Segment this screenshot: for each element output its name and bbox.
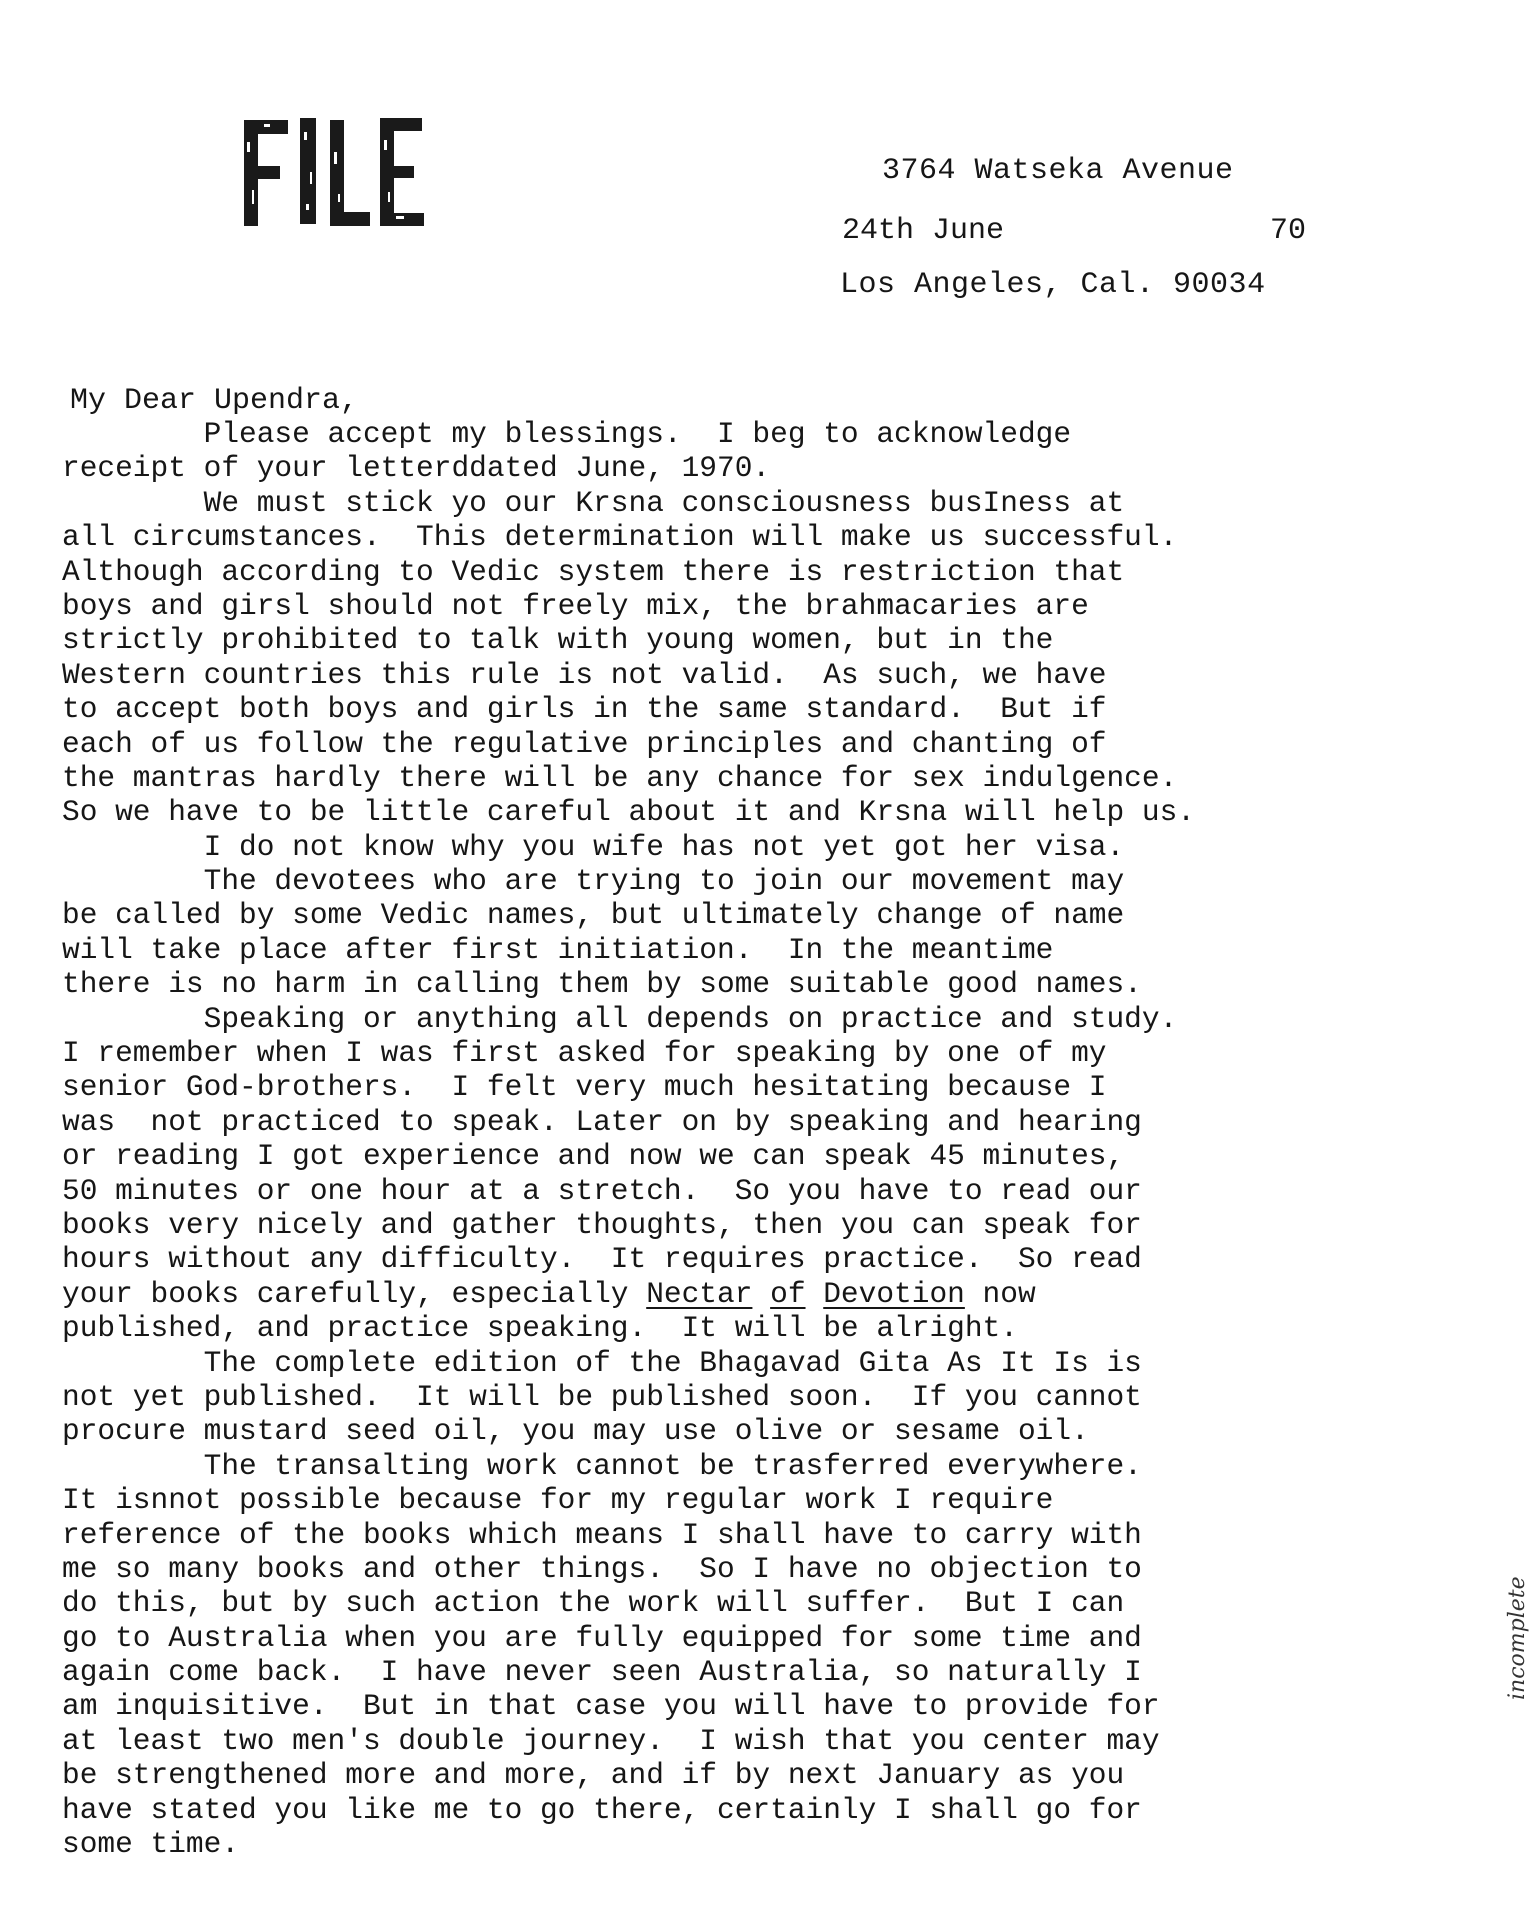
body-line: have stated you like me to go there, certainly I shall go for [62,1792,1142,1827]
body-line: published, and practice speaking. It will be alright. [62,1311,1018,1346]
address-street: 3764 Watseka Avenue [882,154,1234,188]
body-line: go to Australia when you are fully equipped for some time and [62,1620,1142,1655]
body-line: Western countries this rule is not valid. As such, we have [62,657,1107,692]
nectar-line-before: your books carefully, especially [62,1276,647,1311]
body-line: boys and girsl should not freely mix, the brahmacaries are [62,588,1089,623]
body-line: The transalting work cannot be trasferred everywhere. [62,1448,1142,1483]
body-line: am inquisitive. But in that case you will have to provide for [62,1689,1160,1724]
nectar-line-after: now [964,1276,1036,1311]
date-year: 70 [1270,214,1307,248]
margin-handwritten-note: incomplete [1505,1576,1530,1700]
body-line: will take place after first initiation. In the meantime [62,932,1054,967]
body-line: It isnnot possible because for my regular work I require [62,1483,1054,1518]
body-line: or reading I got experience and now we can speak 45 minutes, [62,1139,1125,1174]
body-line: do this, but by such action the work will suffer. But I can [62,1586,1125,1621]
body-line: some time. [62,1827,240,1862]
book-title-word: of [770,1276,806,1311]
body-line: senior God-brothers. I felt very much hesitating because I [62,1070,1107,1105]
body-line: 50 minutes or one hour at a stretch. So you have to read our [62,1173,1142,1208]
body-line: Speaking or anything all depends on practice and study. [62,1001,1178,1036]
body-line: not yet published. It will be published soon. If you cannot [62,1379,1142,1414]
body-line: books very nicely and gather thoughts, then you can speak for [62,1207,1142,1242]
body-line: to accept both boys and girls in the same standard. But if [62,692,1107,727]
body-line: reference of the books which means I shall have to carry with [62,1517,1142,1552]
book-title-word: Devotion [823,1276,965,1311]
date-day-month: 24th June [842,214,1005,248]
body-line: So we have to be little careful about it and Krsna will help us. [62,795,1195,830]
body-line: all circumstances. This determination will make us successful. [62,520,1178,555]
body-line: again come back. I have never seen Australia, so naturally I [62,1655,1142,1690]
body-line: Although according to Vedic system there is restriction that [62,554,1125,589]
body-line: Please accept my blessings. I beg to acknowledge [62,417,1072,451]
body-line: be called by some Vedic names, but ultimately change of name [62,898,1125,933]
letter-body [62,417,1392,1861]
body-line: procure mustard seed oil, you may use olive or sesame oil. [62,1414,1089,1449]
body-line: I do not know why you wife has not yet got her visa. [62,829,1125,864]
body-line: receipt of your letterddated June, 1970. [62,451,771,486]
body-line: We must stick yo our Krsna consciousness busIness at [62,485,1125,520]
body-line: at least two men's double journey. I wish that you center may [62,1723,1160,1758]
body-line: the mantras hardly there will be any chance for sex indulgence. [62,760,1178,795]
body-line: each of us follow the regulative principles and chanting of [62,726,1107,761]
body-line: I remember when I was first asked for speaking by one of my [62,1036,1107,1071]
body-line: me so many books and other things. So I have no objection to [62,1551,1142,1586]
address-city: Los Angeles, Cal. 90034 [840,268,1266,302]
body-line: The devotees who are trying to join our movement may [62,864,1125,899]
letter-date [842,212,1307,250]
book-title-word: Nectar [646,1276,753,1311]
file-stamp [240,112,426,232]
nectar-of-devotion-line [62,1277,1392,1311]
body-line: was not practiced to speak. Later on by speaking and hearing [62,1104,1142,1139]
salutation: My Dear Upendra, [70,384,359,418]
body-line: The complete edition of the Bhagavad Gita As It Is is [62,1345,1142,1380]
body-line: hours without any difficulty. It requires practice. So read [62,1242,1142,1277]
body-line: strictly prohibited to talk with young women, but in the [62,623,1054,658]
body-line: be strengthened more and more, and if by next January as you [62,1758,1125,1793]
body-line: there is no harm in calling them by some suitable good names. [62,967,1142,1002]
